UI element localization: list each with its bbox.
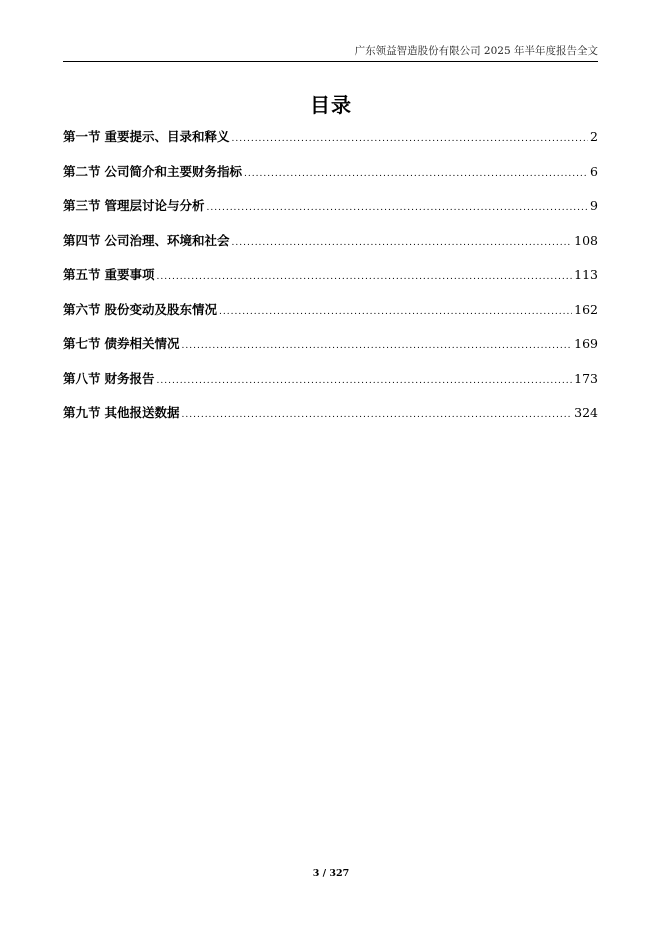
toc-entry-8[interactable] — [63, 370, 598, 405]
toc-section-number: 第五节 — [63, 267, 101, 282]
toc-page-number: 169 — [574, 336, 598, 351]
toc-list — [63, 128, 598, 439]
toc-section-number: 第一节 — [63, 129, 101, 144]
toc-section-title: 财务报告 — [104, 370, 155, 386]
toc-entry-label — [63, 370, 155, 388]
header-divider — [63, 61, 598, 62]
toc-section-number: 第七节 — [63, 336, 101, 351]
toc-entry-label — [63, 128, 230, 146]
toc-dot-leader — [207, 199, 589, 217]
toc-entry-label — [63, 301, 217, 319]
toc-section-title: 股份变动及股东情况 — [104, 301, 218, 317]
toc-page-number: 9 — [590, 198, 598, 213]
toc-dot-leader — [182, 406, 573, 424]
toc-dot-leader — [157, 268, 573, 286]
toc-section-number: 第六节 — [63, 301, 101, 317]
toc-dot-leader — [157, 372, 573, 390]
toc-entry-4[interactable] — [63, 232, 598, 267]
toc-entry-5[interactable] — [63, 266, 598, 301]
toc-entry-7[interactable] — [63, 335, 598, 370]
toc-section-title: 重要事项 — [104, 267, 155, 282]
toc-section-number: 第四节 — [63, 232, 101, 248]
toc-entry-2[interactable] — [63, 163, 598, 198]
toc-dot-leader — [219, 303, 572, 321]
toc-entry-9[interactable] — [63, 404, 598, 439]
toc-section-title: 公司治理、环境和社会 — [104, 232, 230, 248]
toc-entry-label — [63, 197, 205, 215]
toc-section-title: 管理层讨论与分析 — [104, 198, 205, 213]
toc-entry-label — [63, 404, 180, 422]
toc-page-number: 173 — [574, 370, 598, 386]
toc-entry-label — [63, 232, 230, 250]
toc-section-title: 重要提示、目录和释义 — [104, 129, 230, 144]
toc-section-title: 其他报送数据 — [104, 405, 180, 420]
toc-entry-label — [63, 163, 242, 181]
running-header: 广东领益智造股份有限公司 2025 年半年度报告全文 — [354, 45, 598, 57]
toc-section-title: 债券相关情况 — [104, 336, 180, 351]
toc-page-number: 162 — [574, 301, 598, 317]
toc-entry-1[interactable] — [63, 128, 598, 163]
toc-page-number: 2 — [590, 129, 598, 144]
toc-page-number: 324 — [574, 405, 598, 420]
toc-entry-label — [63, 335, 180, 353]
toc-section-number: 第八节 — [63, 370, 101, 386]
toc-dot-leader — [244, 165, 588, 183]
page-number-footer: 3 / 327 — [312, 868, 350, 879]
toc-title: 目录 — [310, 93, 352, 117]
toc-entry-label — [63, 266, 155, 284]
toc-dot-leader — [182, 337, 573, 355]
toc-page-number: 6 — [590, 163, 598, 179]
toc-entry-3[interactable] — [63, 197, 598, 232]
toc-entry-6[interactable] — [63, 301, 598, 336]
toc-dot-leader — [232, 234, 573, 252]
toc-page-number: 113 — [574, 267, 598, 282]
toc-section-title: 公司简介和主要财务指标 — [104, 163, 243, 179]
toc-section-number: 第三节 — [63, 198, 101, 213]
toc-section-number: 第二节 — [63, 163, 101, 179]
toc-dot-leader — [232, 130, 589, 148]
toc-section-number: 第九节 — [63, 405, 101, 420]
toc-page-number: 108 — [574, 232, 598, 248]
